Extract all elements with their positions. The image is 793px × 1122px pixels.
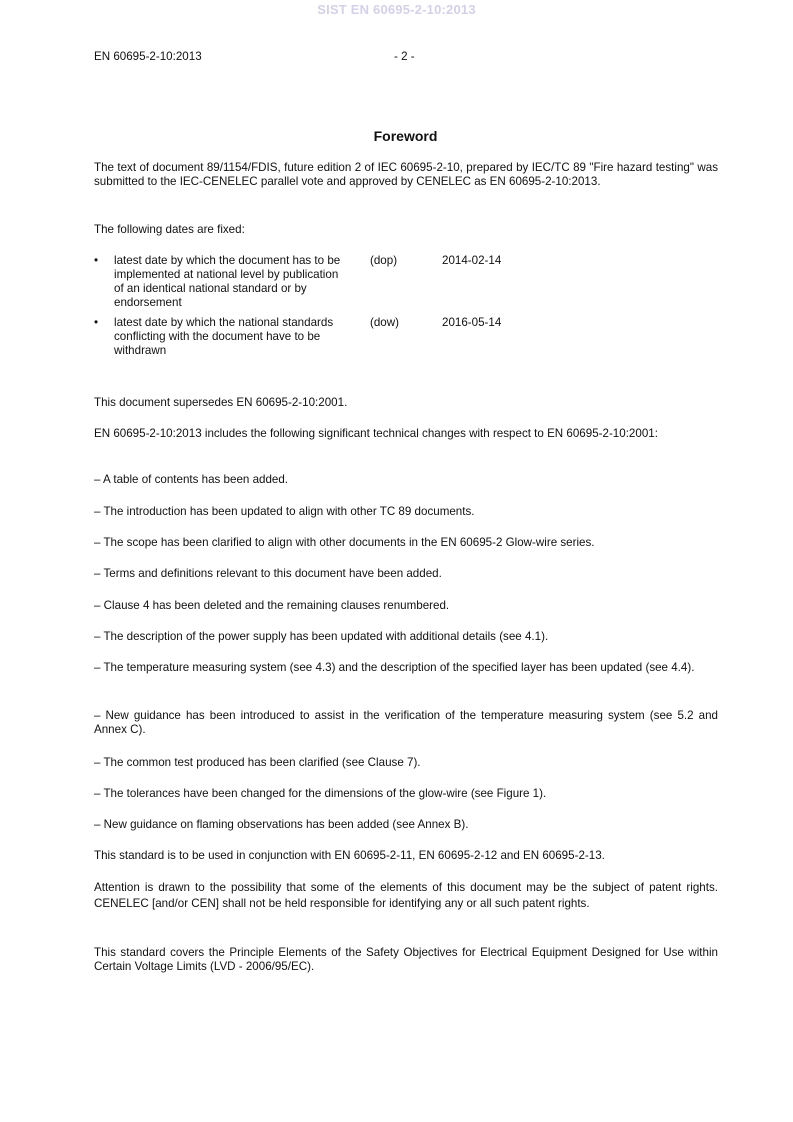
dates-fixed-paragraph: The following dates are fixed:	[94, 223, 245, 236]
change-item: – The description of the power supply has been updated with additional details (see 4.1).	[94, 630, 549, 643]
bullet-text: latest date by which the document has to be implemented at national level by publication of an identical national standard or by endorsement	[114, 254, 341, 309]
bullet-icon: •	[94, 254, 99, 267]
change-item: – Terms and definitions relevant to this document have been added.	[94, 567, 442, 580]
bullet-date: 2016-05-14	[442, 316, 502, 329]
change-item: – The common test produced has been clarified (see Clause 7).	[94, 756, 421, 769]
lvd-paragraph: This standard covers the Principle Elements of the Safety Objectives for Electrical Equipment Designed for Use within Certain Voltage Limits (LVD - 2006/95/EC).	[94, 946, 718, 973]
bullet-icon: •	[94, 316, 99, 329]
patent-paragraph: Attention is drawn to the possibility that some of the elements of this document may be the subject of patent rights. CENELEC [and/or CEN] shall not be held responsible for identifying any or all such patent rights.	[94, 881, 718, 910]
intro-paragraph: The text of document 89/1154/FDIS, future edition 2 of IEC 60695-2-10, prepared by IEC/TC 89 "Fire hazard testing" was submitted to the IEC-CENELEC parallel vote and approved by CENELEC as EN 60695-2-10:2013.	[94, 161, 718, 188]
header-document-id: EN 60695-2-10:2013	[94, 50, 202, 63]
header-page-number: - 2 -	[394, 50, 415, 63]
change-item: – The introduction has been updated to align with other TC 89 documents.	[94, 505, 475, 518]
supersedes-paragraph: This document supersedes EN 60695-2-10:2001.	[94, 396, 348, 409]
change-item: – The scope has been clarified to align with other documents in the EN 60695-2 Glow-wire series.	[94, 536, 595, 549]
change-item: – The tolerances have been changed for the dimensions of the glow-wire (see Figure 1).	[94, 787, 547, 800]
conjunction-paragraph: This standard is to be used in conjunction with EN 60695-2-11, EN 60695-2-12 and EN 60695-2-13.	[94, 849, 605, 862]
bullet-code: (dow)	[370, 316, 399, 329]
change-item: – New guidance on flaming observations has been added (see Annex B).	[94, 818, 469, 831]
bullet-date: 2014-02-14	[442, 254, 502, 267]
change-item: – Clause 4 has been deleted and the remaining clauses renumbered.	[94, 599, 450, 612]
bullet-text: latest date by which the national standards conflicting with the document have to be withdrawn	[114, 316, 334, 357]
changes-intro-paragraph: EN 60695-2-10:2013 includes the following significant technical changes with respect to EN 60695-2-10:2001:	[94, 427, 658, 440]
watermark: SIST EN 60695-2-10:2013	[317, 2, 476, 17]
change-item: – The temperature measuring system (see 4.3) and the description of the specified layer has been updated (see 4.4).	[94, 661, 695, 674]
bullet-code: (dop)	[370, 254, 398, 267]
change-item: – A table of contents has been added.	[94, 473, 289, 486]
foreword-title: Foreword	[373, 128, 438, 144]
change-item: – New guidance has been introduced to assist in the verification of the temperature measuring system (see 5.2 and Annex C).	[94, 709, 718, 736]
